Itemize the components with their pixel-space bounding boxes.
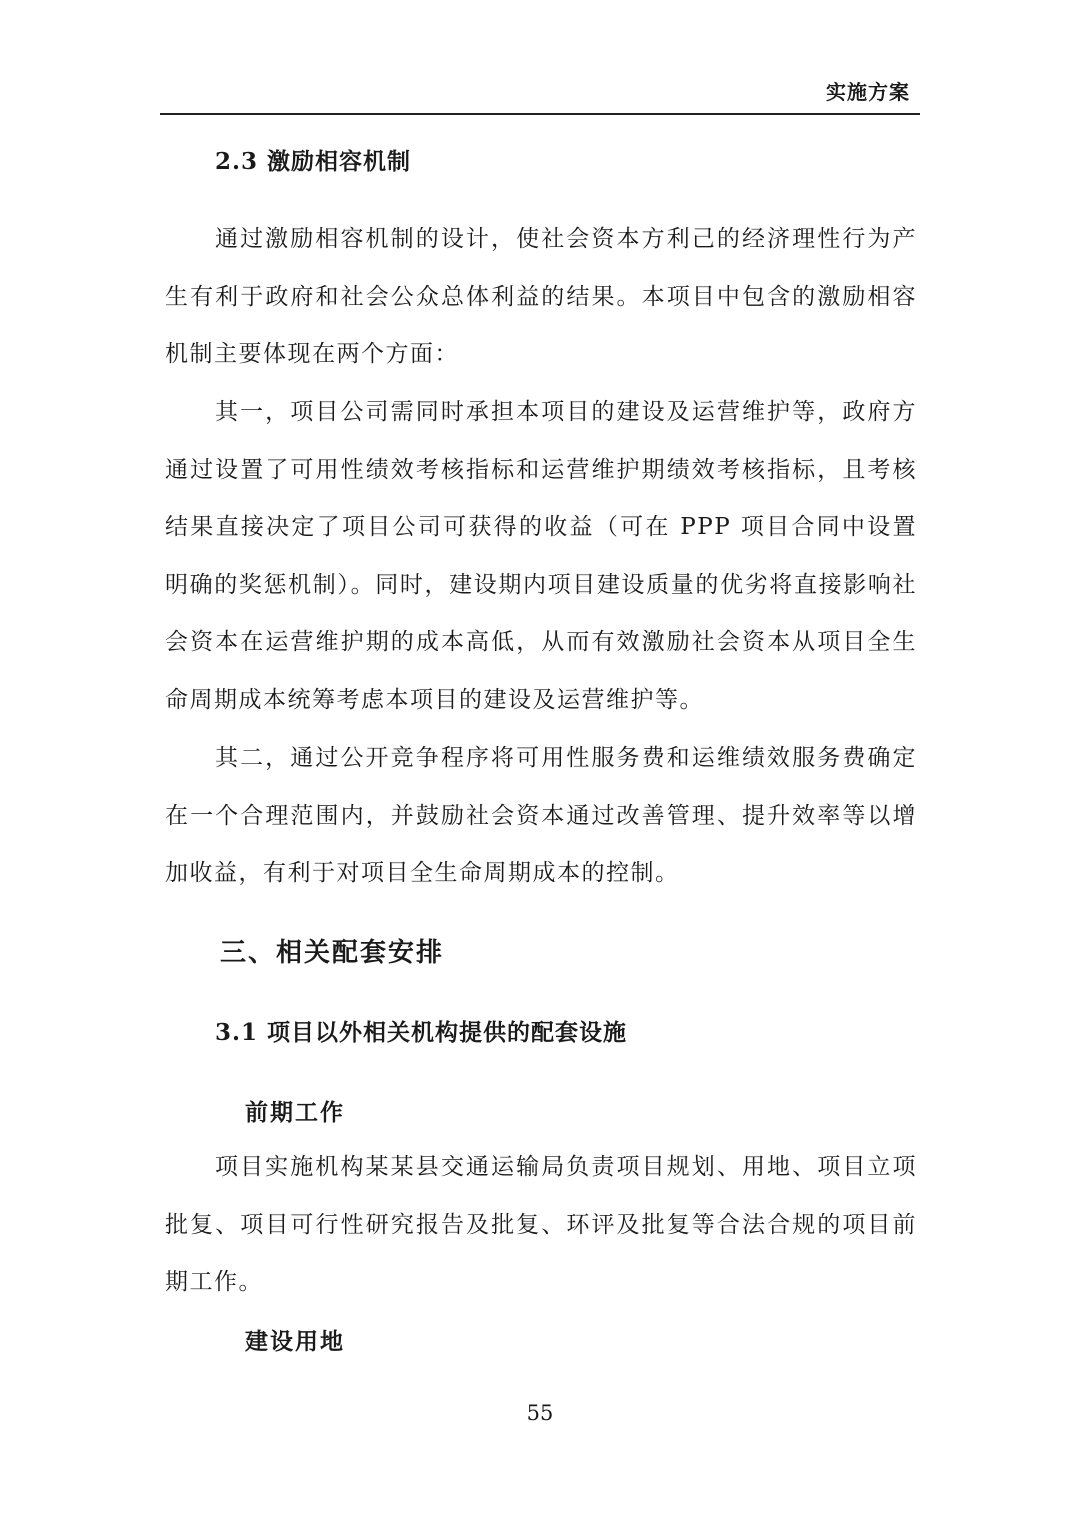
heading-2-3: 2.3 激励相容机制 <box>215 148 412 175</box>
paragraph-first-aspect: 其一，项目公司需同时承担本项目的建设及运营维护等，政府方通过设置了可用性绩效考核指标和运营维护期绩效考核指标，且考核结果直接决定了项目公司可获得的收益（可在 PPP 项目合同中设置明确的奖惩机制）。同时，建设期内项目建设质量的优劣将直接影响社会资本在运营维护期的成本高低，从而有效激励社会资本从项目全生命周期成本统筹考虑本项目的建设及运营维护等。 <box>165 399 917 713</box>
heading-early-work: 前期工作 <box>245 1099 345 1126</box>
page-number: 55 <box>526 1401 554 1425</box>
heading-3-1: 3.1 项目以外相关机构提供的配套设施 <box>215 1019 628 1046</box>
heading-construction-land: 建设用地 <box>245 1328 345 1355</box>
paragraph-intro: 通过激励相容机制的设计，使社会资本方利己的经济理性行为产生有利于政府和社会公众总体利益的结果。本项目中包含的激励相容机制主要体现在两个方面： <box>165 226 917 367</box>
paragraph-second-aspect: 其二，通过公开竞争程序将可用性服务费和运维绩效服务费确定在一个合理范围内，并鼓励社会资本通过改善管理、提升效率等以增加收益，有利于对项目全生命周期成本的控制。 <box>165 745 917 886</box>
paragraph-early-work: 项目实施机构某某县交通运输局负责项目规划、用地、项目立项批复、项目可行性研究报告及批复、环评及批复等合法合规的项目前期工作。 <box>165 1154 917 1295</box>
running-header-title: 实施方案 <box>826 80 910 104</box>
heading-section-3: 三、相关配套安排 <box>220 938 445 968</box>
